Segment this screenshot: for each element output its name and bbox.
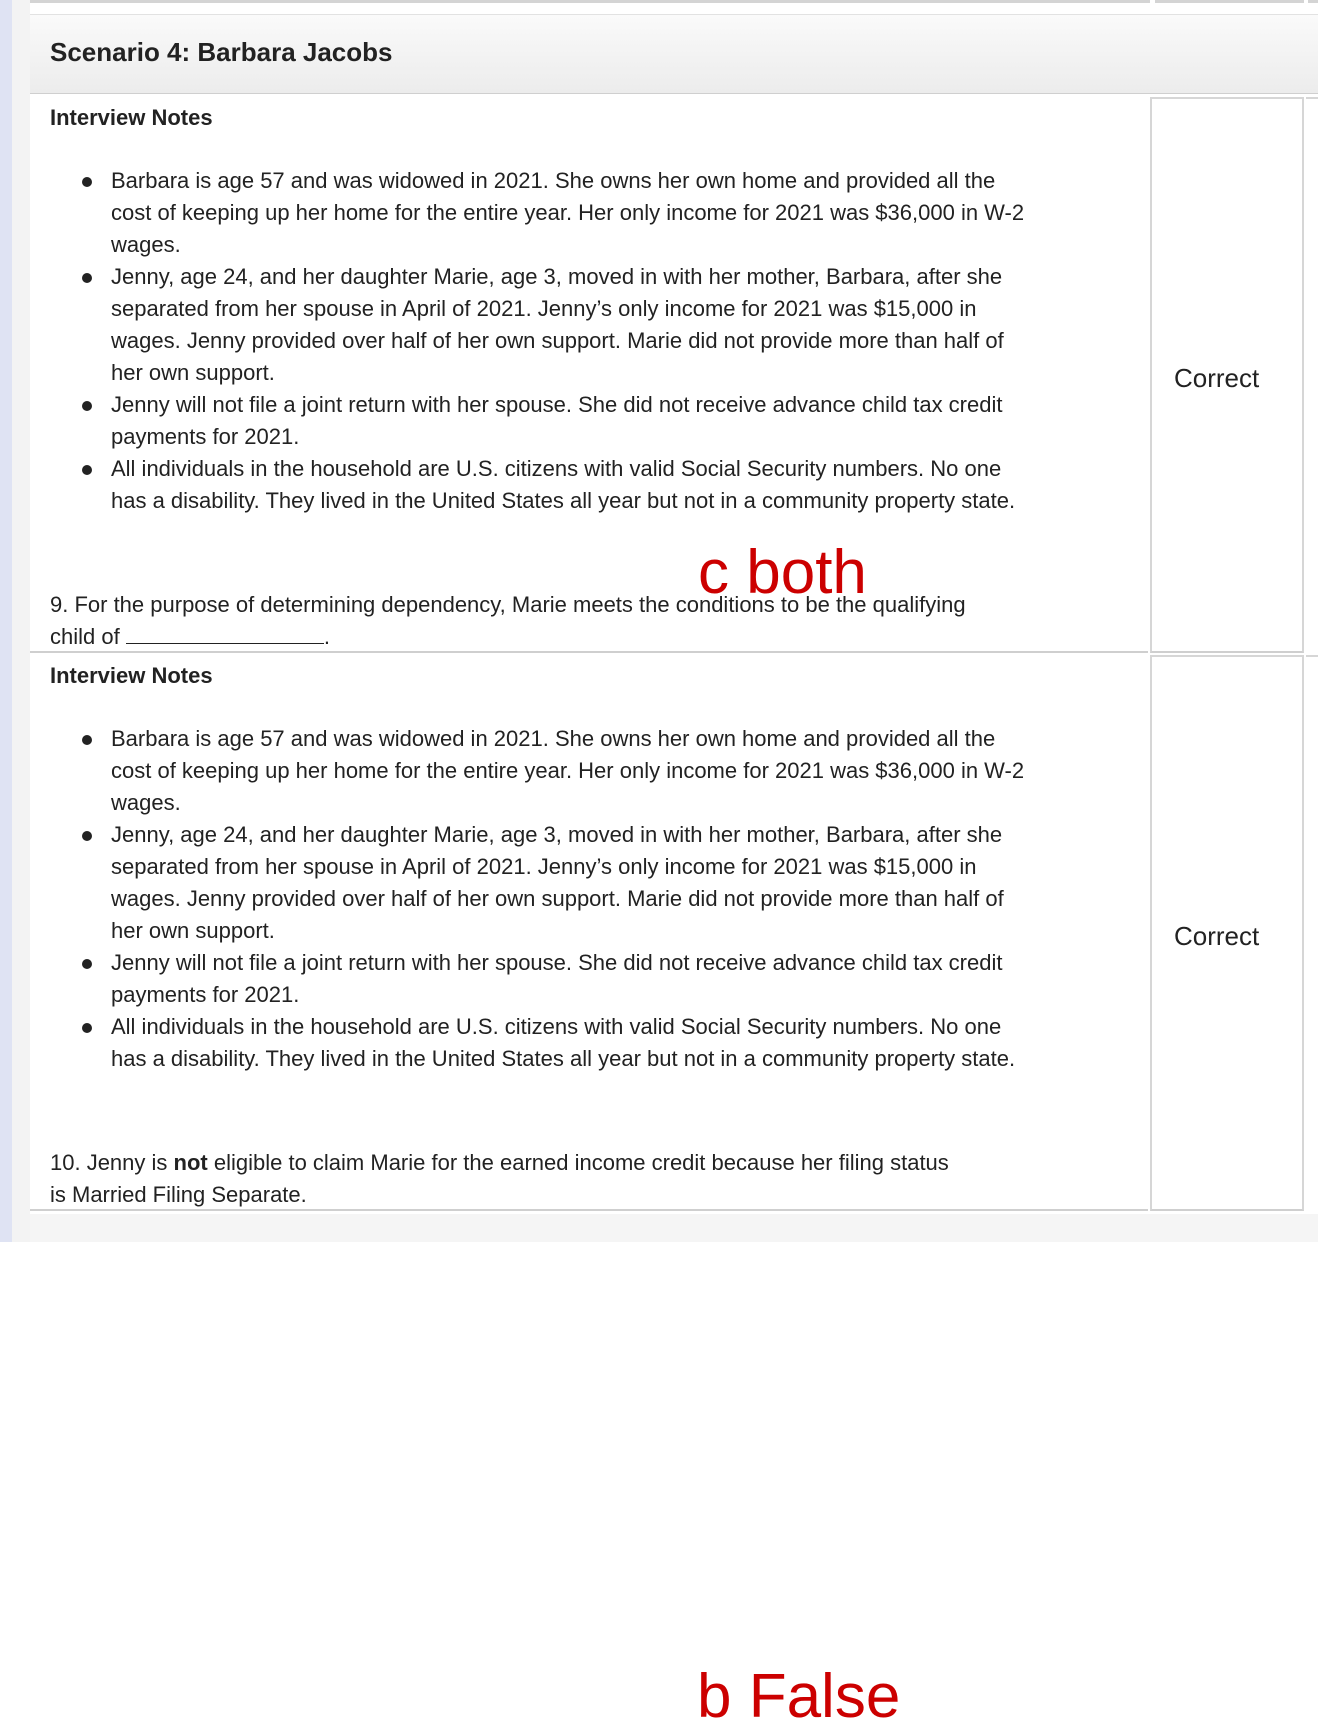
question-row-10 <box>30 655 1318 1731</box>
bullet-text: Jenny will not file a joint return with her spouse. She did not receive advance child tax credit payments for 2021. <box>111 392 1003 449</box>
bullet-icon <box>82 273 92 283</box>
bullet-icon <box>82 401 92 411</box>
bullet-text: All individuals in the household are U.S. citizens with valid Social Security numbers. No one has a disability. They lived in the United States all year but not in a community property state. <box>111 1014 1016 1071</box>
top-divider <box>30 0 1318 3</box>
left-rail <box>0 0 12 1242</box>
question-text <box>50 589 970 653</box>
bullet-text: Jenny, age 24, and her daughter Marie, age 3, moved in with her mother, Barbara, after she separated from her spouse in April of 2021. Jenny’s only income for 2021 was $15,000 in wages. Jenny provided over half of her own support. Marie did not provide more than half of her own support. <box>111 822 1004 943</box>
question-text <box>50 1147 970 1211</box>
question-row-9 <box>30 97 1318 653</box>
result-cell <box>1150 97 1304 653</box>
row-edge <box>1306 655 1318 1211</box>
row-edge <box>1306 97 1318 653</box>
result-cell <box>1150 655 1304 1211</box>
list-item <box>78 453 1038 517</box>
list-item <box>78 165 1038 261</box>
left-rail-edge <box>12 0 30 1242</box>
scenario-title: Scenario 4: Barbara Jacobs <box>50 37 393 67</box>
question-body: 9. For the purpose of determining dependency, Marie meets the conditions to be the qualifying child of <box>50 592 966 649</box>
question-suffix: eligible to claim Marie for the earned income credit because her filing status is Married Filing Separate. <box>50 1150 949 1207</box>
bullet-icon <box>82 1023 92 1033</box>
bullet-text: Jenny, age 24, and her daughter Marie, age 3, moved in with her mother, Barbara, after she separated from her spouse in April of 2021. Jenny’s only income for 2021 was $15,000 in wages. Jenny provided over half of her own support. Marie did not provide more than half of her own support. <box>111 264 1004 385</box>
top-divider-gap <box>1150 0 1155 3</box>
list-item <box>78 723 1038 819</box>
result-status: Correct <box>1174 363 1260 393</box>
question-emphasis: not <box>173 1150 208 1175</box>
scenario-header <box>30 14 1318 94</box>
question-end: . <box>323 624 330 649</box>
list-item <box>78 947 1038 1011</box>
question-prefix: 10. Jenny is <box>50 1150 168 1175</box>
bullet-text: Jenny will not file a joint return with her spouse. She did not receive advance child tax credit payments for 2021. <box>111 950 1003 1007</box>
bottom-strip <box>30 1214 1318 1242</box>
list-item <box>78 261 1038 389</box>
bullet-text: Barbara is age 57 and was widowed in 2021. She owns her own home and provided all the cost of keeping up her home for the entire year. Her only income for 2021 was $36,000 in W-2 wages. <box>111 726 1025 815</box>
question-cell <box>30 97 1148 653</box>
handwritten-answer: c both <box>698 538 867 607</box>
interview-notes-title: Interview Notes <box>50 105 213 130</box>
question-cell <box>30 655 1148 1731</box>
list-item <box>78 389 1038 453</box>
answer-blank <box>126 623 324 644</box>
list-item <box>78 1011 1038 1075</box>
bullet-icon <box>82 831 92 841</box>
bullet-icon <box>82 465 92 475</box>
interview-notes-list <box>78 723 1038 1075</box>
bullet-text: Barbara is age 57 and was widowed in 2021. She owns her own home and provided all the cost of keeping up her home for the entire year. Her only income for 2021 was $36,000 in W-2 wages. <box>111 168 1025 257</box>
bullet-icon <box>82 735 92 745</box>
result-status: Correct <box>1174 921 1260 951</box>
list-item <box>78 819 1038 947</box>
bullet-icon <box>82 177 92 187</box>
bullet-icon <box>82 959 92 969</box>
bullet-text: All individuals in the household are U.S. citizens with valid Social Security numbers. No one has a disability. They lived in the United States all year but not in a community property state. <box>111 456 1016 513</box>
top-divider-gap-right <box>1304 0 1308 3</box>
interview-notes-title: Interview Notes <box>50 663 213 688</box>
handwritten-answer: b False <box>697 1662 901 1731</box>
interview-notes-list <box>78 165 1038 517</box>
